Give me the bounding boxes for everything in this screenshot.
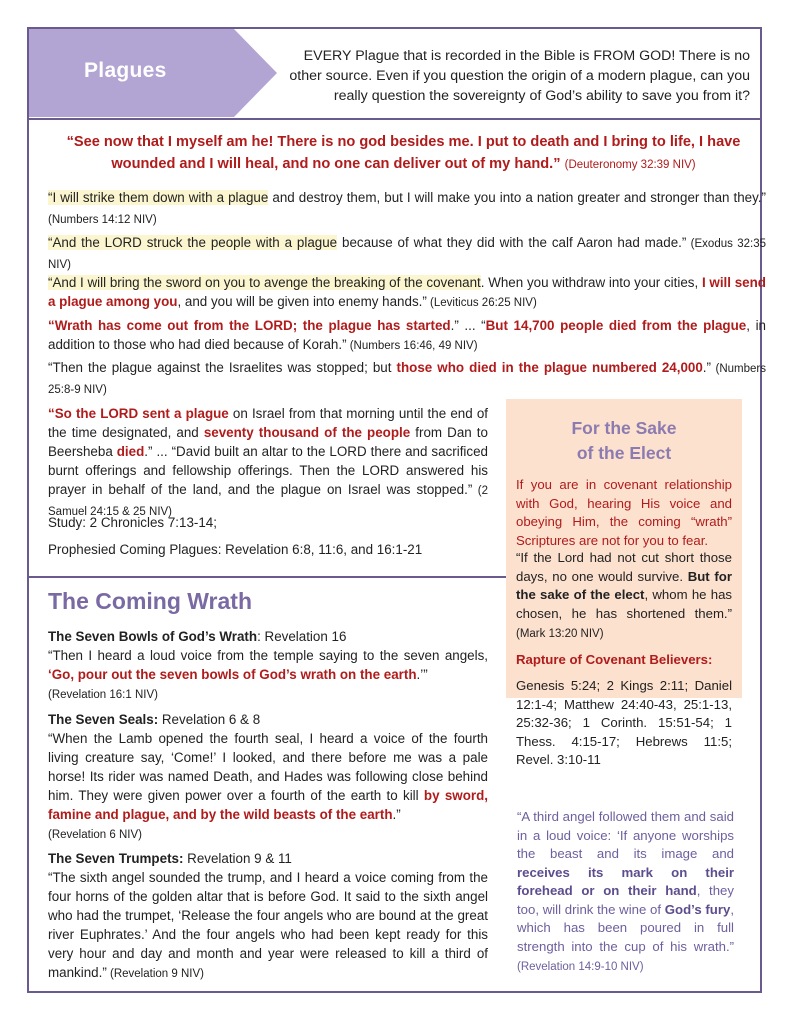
subsection-heading: The Seven Seals:	[48, 712, 159, 727]
verse-ref: (Leviticus 26:25 NIV)	[426, 297, 537, 309]
verse-text: and destroy them, but I will make you into a nation greater and stronger than they.”	[268, 190, 766, 205]
subsection-heading: The Seven Trumpets:	[48, 851, 184, 866]
section-title: The Coming Wrath	[48, 588, 253, 614]
page-title: Plagues	[84, 59, 167, 82]
verse-text: because of what they did with the calf Aaron had made.”	[337, 235, 687, 250]
verse-emphasis: But 14,700 people died from the plague	[485, 318, 747, 333]
verse-ref: (Numbers 25:8-9 NIV)	[48, 363, 766, 396]
quote-text: , they too, will drink the wine of	[517, 883, 734, 917]
verse-emphasis: ‘Go, pour out the seven bowls of God’s wrath on the earth	[48, 667, 417, 682]
verse-emphasis: “So the LORD sent a plague	[48, 406, 229, 421]
section-divider	[29, 576, 507, 578]
verse-exodus-32	[48, 233, 766, 275]
verse-ref: (Revelation 16:1 NIV)	[48, 689, 158, 701]
quote-ref: (Mark 13:20 NIV)	[516, 628, 604, 640]
verse-ref: (Numbers 14:12 NIV)	[48, 214, 157, 226]
quote-emphasis: receives its mark on their forehead or on their hand	[517, 864, 734, 898]
seven-trumpets	[48, 849, 488, 984]
verse-emphasis: by sword, famine and plague, and by the wild beasts of the earth	[48, 788, 488, 822]
verse-text: “Then the plague against the Israelites was stopped; but	[48, 360, 397, 375]
quote-emphasis: God’s fury	[664, 901, 731, 917]
verse-text: on Israel from that morning until the end of the time designated, and	[48, 406, 488, 440]
verse-ref: (Revelation 9 NIV)	[106, 968, 204, 980]
key-verse	[46, 131, 761, 176]
verse-numbers-25	[48, 358, 766, 400]
verse-emphasis: I will send a plague among you	[48, 275, 766, 309]
quote-text: , whom he has chosen, he has shortened them.”	[516, 587, 733, 621]
subsection-heading: The Seven Bowls of God’s Wrath	[48, 629, 258, 644]
verse-leviticus-26	[48, 273, 766, 313]
verse-numbers-16	[48, 316, 766, 356]
subsection-ref: : Revelation 16	[257, 629, 347, 644]
verse-text: “The sixth angel sounded the trump, and I heard a voice coming from the four horns of the golden altar that is before God. It said to the sixth angel who had the trumpet, ‘Release the four angels who are bound at the great river Euphrates.’ And the four angels who had been kept ready for this very hour and day and month and year were released to kill a third of mankind.”	[48, 870, 488, 980]
top-divider	[29, 118, 760, 120]
title-banner	[29, 29, 277, 117]
verse-text: .”	[392, 807, 401, 822]
verse-highlight: “I will strike them down with a plague	[48, 190, 269, 205]
quote-text: “A third angel followed them and said in a loud voice: ‘If anyone worships the beast and its image and	[517, 809, 734, 861]
verse-emphasis: died	[116, 444, 145, 459]
study-reference: Study: 2 Chronicles 7:13-14;	[48, 515, 217, 530]
verse-2-samuel-24	[48, 404, 488, 522]
key-verse-ref: (Deuteronomy 32:39 NIV)	[564, 159, 696, 171]
key-verse-text: “See now that I myself am he! There is no god besides me. I put to death and I bring to life, I have wounded and I will heal, and no one can deliver out of my hand.”	[66, 134, 741, 172]
sidebar-title-line: For the Sake	[571, 418, 677, 438]
prophesied-plagues: Prophesied Coming Plagues: Revelation 6:8, 11:6, and 16:1-21	[48, 542, 423, 557]
verse-ref: (2 Samuel 24:15 & 25 NIV)	[48, 485, 488, 518]
sidebar-title-line: of the Elect	[576, 443, 672, 463]
seven-seals	[48, 710, 488, 845]
subsection-ref: Revelation 9 & 11	[183, 851, 292, 866]
verse-ref: (Numbers 16:46, 49 NIV)	[346, 340, 478, 352]
verse-ref: (Exodus 32:35 NIV)	[48, 238, 766, 271]
covenant-text: If you are in covenant relationship with God, hearing His voice and obeying Him, the coming “wrath” Scriptures are not for you to fear.	[516, 477, 732, 548]
quote-emphasis: But for the sake of the elect	[516, 568, 732, 602]
sidebar-title	[506, 416, 742, 466]
verse-numbers-14	[48, 188, 766, 230]
verse-emphasis: “Wrath has come out from the LORD; the plague has started	[48, 318, 451, 333]
verse-text: . When you withdraw into your cities,	[480, 275, 702, 290]
verse-highlight: “And I will bring the sword on you to avenge the breaking of the covenant	[48, 275, 481, 290]
mark-quote	[516, 549, 732, 644]
verse-emphasis: those who died in the plague numbered 24,000	[396, 360, 703, 375]
rapture-heading: Rapture of Covenant Believers:	[516, 652, 713, 667]
intro-text: EVERY Plague that is recorded in the Bible is FROM GOD! There is no other source. Even if you question the origin of a modern plague, can you really question the sovereignty of God’s ability to save you from it?	[289, 48, 750, 104]
elect-sidebar	[506, 399, 742, 767]
verse-text: “When the Lamb opened the fourth seal, I heard a voice of the fourth living creature say, ‘Come!’ I looked, and there before me was a pale horse! Its rider was named Death, and Hades was following close behind him. They were given power over a fourth of the earth to kill	[48, 731, 488, 803]
verse-text: .” ... “David built an altar to the LORD there and sacrificed burnt offerings and fellowship offerings. Then the LORD answered his prayer in behalf of the land, and the plague on Israel was stopped.”	[48, 444, 488, 497]
seven-bowls	[48, 627, 488, 705]
third-angel-quote	[517, 808, 734, 977]
quote-text: “If the Lord had not cut short those days, no one would survive.	[516, 550, 732, 584]
rapture-refs: Genesis 5:24; 2 Kings 2:11; Daniel 12:1-4; Matthew 24:40-43, 25:1-13, 25:32-36; 1 Corinth. 15:51-54; 1 Thess. 4:15-17; Hebrews 11:5; Revel. 3:10-11	[516, 678, 732, 767]
verse-highlight: “And the LORD struck the people with a plague	[48, 235, 338, 250]
verse-text: .” ... “	[450, 318, 486, 333]
verse-ref: (Revelation 6 NIV)	[48, 829, 142, 841]
verse-emphasis: seventy thousand of the people	[203, 425, 411, 440]
verse-text: , and you will be given into enemy hands.”	[177, 294, 427, 309]
quote-ref: (Revelation 14:9-10 NIV)	[517, 961, 644, 973]
verse-text: , in addition to those who had died because of Korah.”	[48, 318, 767, 352]
verse-text: .’”	[416, 667, 428, 682]
verse-text: “Then I heard a loud voice from the temple saying to the seven angels,	[48, 648, 488, 663]
verse-text: from Dan to Beersheba	[48, 425, 488, 459]
verse-text: .”	[702, 360, 711, 375]
quote-text: , which has been poured in full strength into the cup of his wrath.”	[517, 901, 734, 954]
subsection-ref: Revelation 6 & 8	[158, 712, 261, 727]
